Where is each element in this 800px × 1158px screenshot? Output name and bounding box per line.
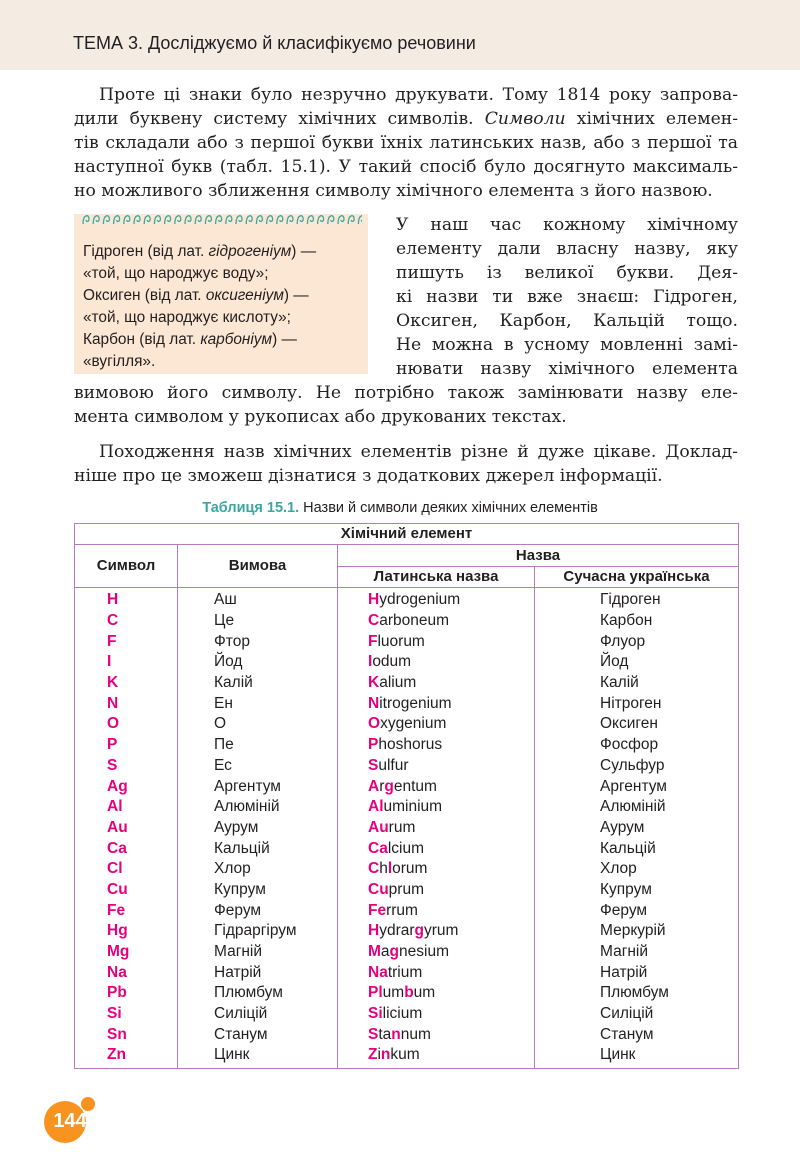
cell-ukrainian-name: Кальцій [535, 838, 739, 859]
cell-latin-name: Zinkum [338, 1045, 535, 1068]
text-line: Не можна в усному мовленні замі- [396, 335, 738, 355]
cell-ukrainian-name: Ферум [535, 900, 739, 921]
cell-pronunciation: Калій [178, 673, 338, 694]
table-row [75, 714, 739, 735]
cell-ukrainian-name: Фосфор [535, 735, 739, 756]
cell-pronunciation: Фтор [178, 631, 338, 652]
text-line: Походження назв хімічних елементів різне й дуже цікаве. Доклад- [99, 442, 738, 462]
note-line: «той, що народжує кислоту»; [83, 309, 291, 326]
cell-pronunciation: Це [178, 611, 338, 632]
table-row [75, 588, 739, 611]
cell-latin-name: Magnesium [338, 942, 535, 963]
table-row [75, 859, 739, 880]
cell-pronunciation: Аш [178, 588, 338, 611]
cell-pronunciation: Купрум [178, 880, 338, 901]
table-row [75, 776, 739, 797]
note-line: «той, що народжує воду»; [83, 265, 269, 282]
header-symbol: Символ [75, 545, 178, 588]
text-line: Проте ці знаки було незручно друкувати. Тому 1814 року запрова- [99, 85, 738, 105]
cell-ukrainian-name: Йод [535, 652, 739, 673]
cell-latin-name: Aluminium [338, 797, 535, 818]
cell-symbol: Cl [75, 859, 178, 880]
spiral-binding-decoration [80, 212, 362, 226]
table-caption-text: Назви й символи деяких хімічних елементів [299, 500, 598, 516]
text-line: У наш час кожному хімічному [396, 215, 738, 235]
cell-symbol: Au [75, 818, 178, 839]
page-header-title: ТЕМА 3. Досліджуємо й класифікуємо речовини [73, 33, 476, 53]
cell-latin-name: Plumbum [338, 983, 535, 1004]
cell-latin-name: Hydrargyrum [338, 921, 535, 942]
header-ukrainian-name: Сучасна українська [535, 567, 739, 588]
text-line: наступної букв (табл. 15.1). У такий спосіб було досягнуто максималь- [74, 157, 738, 177]
cell-ukrainian-name: Силіцій [535, 1004, 739, 1025]
table-row [75, 735, 739, 756]
cell-ukrainian-name: Флуор [535, 631, 739, 652]
table-row [75, 880, 739, 901]
cell-symbol: Cu [75, 880, 178, 901]
cell-pronunciation: Гідраргірум [178, 921, 338, 942]
note-line: Гідроген (від лат. гідрогеніум) — [83, 243, 317, 260]
cell-latin-name: Iodum [338, 652, 535, 673]
cell-ukrainian-name: Натрій [535, 962, 739, 983]
text-line: но можливого зближення символу хімічного елемента з його назвою. [74, 181, 713, 201]
table-row [75, 797, 739, 818]
table-row [75, 1045, 739, 1068]
cell-latin-name: Hydrogenium [338, 588, 535, 611]
table-row [75, 756, 739, 777]
cell-pronunciation: Плюмбум [178, 983, 338, 1004]
cell-symbol: Sn [75, 1024, 178, 1045]
latin-term: гідрогеніум [208, 243, 292, 260]
cell-pronunciation: Кальцій [178, 838, 338, 859]
cell-latin-name: Fluorum [338, 631, 535, 652]
table-row [75, 942, 739, 963]
cell-latin-name: Cuprum [338, 880, 535, 901]
cell-pronunciation: Станум [178, 1024, 338, 1045]
cell-latin-name: Silicium [338, 1004, 535, 1025]
cell-symbol: H [75, 588, 178, 611]
cell-latin-name: Kalium [338, 673, 535, 694]
cell-symbol: N [75, 693, 178, 714]
cell-pronunciation: Аргентум [178, 776, 338, 797]
text-line: кі назви ти вже знаєш: Гідроген, [396, 287, 738, 307]
cell-ukrainian-name: Хлор [535, 859, 739, 880]
cell-ukrainian-name: Карбон [535, 611, 739, 632]
header-name: Назва [338, 545, 739, 567]
paragraph-names [396, 213, 738, 381]
cell-ukrainian-name: Оксиген [535, 714, 739, 735]
latin-term: оксигеніум [205, 287, 284, 304]
table-row [75, 693, 739, 714]
table-row [75, 652, 739, 673]
table-body [75, 588, 739, 1069]
cell-symbol: Al [75, 797, 178, 818]
table-caption-label: Таблиця 15.1. [202, 500, 300, 516]
paragraph-intro-body [74, 107, 738, 203]
cell-ukrainian-name: Магній [535, 942, 739, 963]
cell-latin-name: Phoshorus [338, 735, 535, 756]
note-text [83, 241, 363, 373]
cell-symbol: I [75, 652, 178, 673]
table-row [75, 673, 739, 694]
table-row [75, 818, 739, 839]
text-line: нювати назву хімічного елемента [396, 359, 738, 379]
cell-pronunciation: Цинк [178, 1045, 338, 1068]
cell-ukrainian-name: Купрум [535, 880, 739, 901]
latin-term: карбоніум [200, 331, 273, 348]
cell-latin-name: Oxygenium [338, 714, 535, 735]
cell-pronunciation: Алюміній [178, 797, 338, 818]
cell-symbol: Mg [75, 942, 178, 963]
cell-symbol: Zn [75, 1045, 178, 1068]
cell-symbol: F [75, 631, 178, 652]
cell-ukrainian-name: Алюміній [535, 797, 739, 818]
paragraph-origins-tail [74, 464, 738, 488]
table-row [75, 983, 739, 1004]
table-row [75, 1004, 739, 1025]
cell-symbol: Na [75, 962, 178, 983]
text-line: ніше про це зможеш дізнатися з додаткових джерел інформації. [74, 466, 663, 486]
text-line: тів складали або з першої букви їхніх латинських назв, або з першої та [74, 133, 738, 153]
cell-symbol: Si [75, 1004, 178, 1025]
cell-latin-name: Sulfur [338, 756, 535, 777]
table-caption [0, 500, 800, 516]
text-line: вимовою його символу. Не потрібно також замінювати назву еле- [74, 383, 738, 403]
cell-latin-name: Ferrum [338, 900, 535, 921]
cell-latin-name: Carboneum [338, 611, 535, 632]
cell-pronunciation: Ен [178, 693, 338, 714]
cell-pronunciation: Магній [178, 942, 338, 963]
cell-symbol: Fe [75, 900, 178, 921]
header-latin-name: Латинська назва [338, 567, 535, 588]
cell-symbol: C [75, 611, 178, 632]
cell-pronunciation: Ферум [178, 900, 338, 921]
cell-ukrainian-name: Калій [535, 673, 739, 694]
cell-pronunciation: Пе [178, 735, 338, 756]
cell-ukrainian-name: Нітроген [535, 693, 739, 714]
cell-latin-name: Calcium [338, 838, 535, 859]
cell-latin-name: Aurum [338, 818, 535, 839]
table-row [75, 900, 739, 921]
note-line: Оксиген (від лат. оксигеніум) — [83, 287, 309, 304]
cell-symbol: O [75, 714, 178, 735]
cell-symbol: K [75, 673, 178, 694]
table-row [75, 921, 739, 942]
cell-symbol: Ca [75, 838, 178, 859]
cell-symbol: Hg [75, 921, 178, 942]
cell-pronunciation: Силіцій [178, 1004, 338, 1025]
text-line: мента символом у рукописах або друкованих текстах. [74, 407, 567, 427]
cell-ukrainian-name: Цинк [535, 1045, 739, 1068]
table-row [75, 611, 739, 632]
cell-symbol: Pb [75, 983, 178, 1004]
cell-ukrainian-name: Плюмбум [535, 983, 739, 1004]
cell-symbol: S [75, 756, 178, 777]
table-row [75, 1024, 739, 1045]
cell-ukrainian-name: Аргентум [535, 776, 739, 797]
cell-ukrainian-name: Гідроген [535, 588, 739, 611]
cell-latin-name: Natrium [338, 962, 535, 983]
table-row [75, 962, 739, 983]
note-line: «вугілля». [83, 353, 156, 370]
cell-latin-name: Stannum [338, 1024, 535, 1045]
cell-symbol: P [75, 735, 178, 756]
cell-latin-name: Chlorum [338, 859, 535, 880]
note-line: Карбон (від лат. карбоніум) — [83, 331, 297, 348]
elements-table [74, 523, 739, 1069]
text-line: пишуть із великої букви. Дея- [396, 263, 738, 283]
table-row [75, 838, 739, 859]
cell-pronunciation: Ес [178, 756, 338, 777]
text-line: елементу дали власну назву, яку [396, 239, 738, 259]
cell-ukrainian-name: Аурум [535, 818, 739, 839]
header-pronunciation: Вимова [178, 545, 338, 588]
table-row [75, 631, 739, 652]
text-line: Оксиген, Карбон, Кальцій тощо. [396, 311, 738, 331]
paragraph-names-tail [74, 381, 738, 429]
cell-pronunciation: Хлор [178, 859, 338, 880]
page-number: 144 [53, 1109, 87, 1132]
cell-ukrainian-name: Станум [535, 1024, 739, 1045]
cell-pronunciation: Йод [178, 652, 338, 673]
paragraph-origins [99, 440, 738, 464]
italic-term: Символи [484, 109, 566, 129]
cell-pronunciation: Аурум [178, 818, 338, 839]
cell-ukrainian-name: Сульфур [535, 756, 739, 777]
cell-symbol: Ag [75, 776, 178, 797]
header-chemical-element: Хімічний елемент [75, 524, 739, 545]
cell-pronunciation: О [178, 714, 338, 735]
cell-ukrainian-name: Меркурій [535, 921, 739, 942]
paragraph-intro [99, 83, 738, 107]
text-line: дили буквену систему хімічних символів. Символи хімічних елемен- [74, 109, 738, 129]
cell-latin-name: Nitrogenium [338, 693, 535, 714]
cell-latin-name: Argentum [338, 776, 535, 797]
cell-pronunciation: Натрій [178, 962, 338, 983]
